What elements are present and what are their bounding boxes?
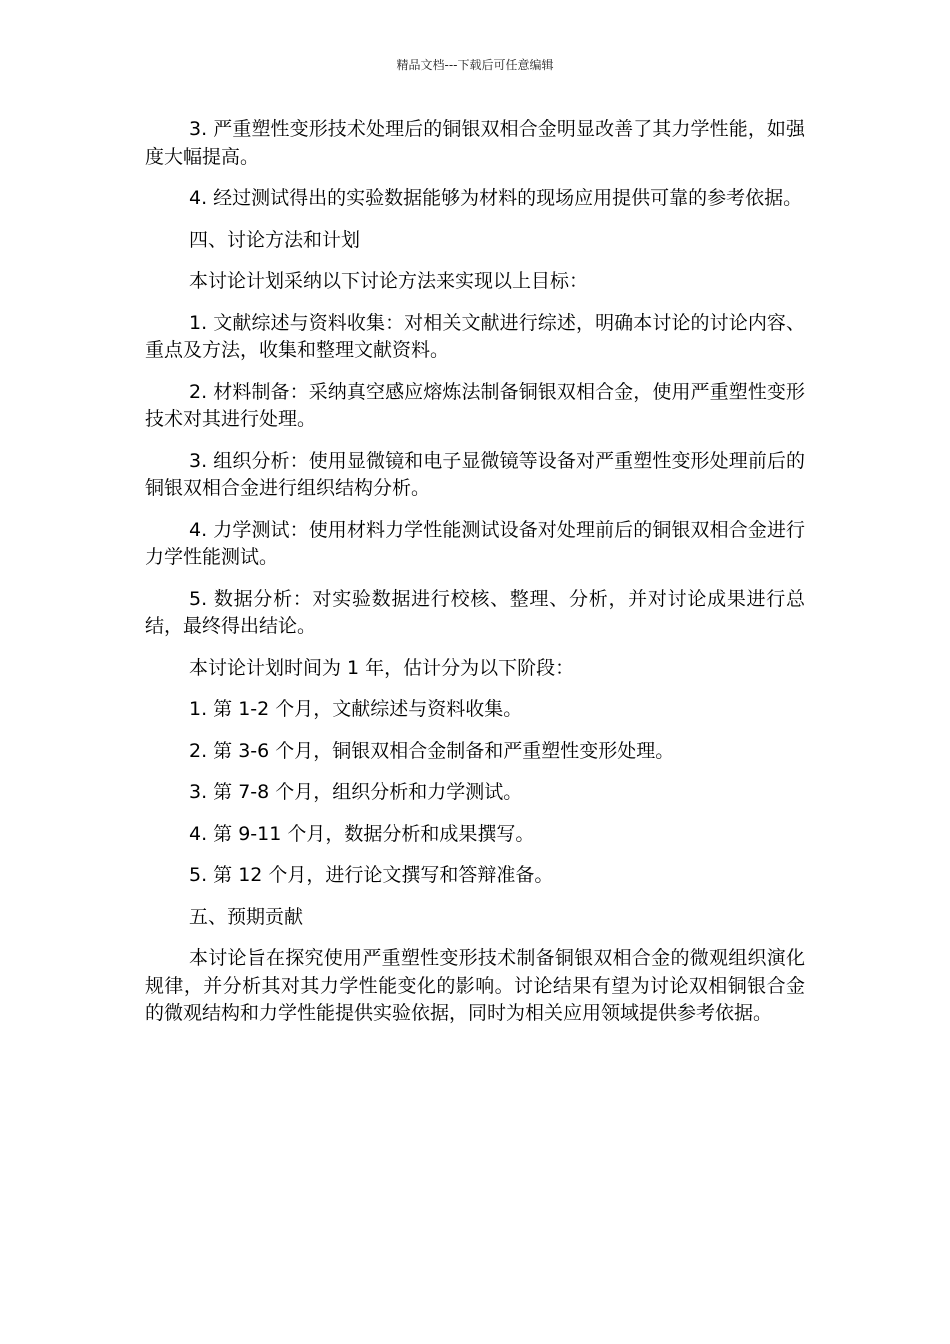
section-heading-contribution: 五、预期贡献 [189, 905, 304, 928]
schedule-item-4: 4. 第 9-11 个月，数据分析和成果撰写。 [189, 822, 535, 845]
schedule-item-3: 3. 第 7-8 个月，组织分析和力学测试。 [189, 781, 523, 803]
contribution-paragraph: 本讨论旨在探究使用严重塑性变形技术制备铜银双相合金的微观组织演化规律，并分析其对其力学性能变化的影响。讨论结果有望为讨论双相铜银合金的微观结构和力学性能提供实验依据，同时为相关应用领域提供参考依据。 [145, 947, 805, 1024]
section-heading-methods: 四、讨论方法和计划 [189, 228, 361, 251]
schedule-intro: 本讨论计划时间为 1 年，估计分为以下阶段： [189, 656, 575, 679]
method-item-5: 5. 数据分析：对实验数据进行校核、整理、分析，并对讨论成果进行总结，最终得出结论。 [145, 587, 805, 637]
result-item-4: 4. 经过测试得出的实验数据能够为材料的现场应用提供可靠的参考依据。 [189, 187, 803, 209]
method-item-1: 1. 文献综述与资料收集：对相关文献进行综述，明确本讨论的讨论内容、重点及方法，收集和整理文献资料。 [145, 311, 805, 361]
methods-intro: 本讨论计划采纳以下讨论方法来实现以上目标： [189, 270, 589, 292]
schedule-item-1: 1. 第 1-2 个月，文献综述与资料收集。 [189, 698, 523, 720]
result-item-3: 3. 严重塑性变形技术处理后的铜银双相合金明显改善了其力学性能，如强度大幅提高。 [145, 118, 805, 168]
schedule-item-2: 2. 第 3-6 个月，铜银双相合金制备和严重塑性变形处理。 [189, 739, 675, 762]
schedule-item-5: 5. 第 12 个月，进行论文撰写和答辩准备。 [189, 864, 554, 886]
method-item-2: 2. 材料制备：采纳真空感应熔炼法制备铜银双相合金，使用严重塑性变形技术对其进行处理。 [145, 380, 805, 430]
document-body [145, 116, 805, 1042]
page-header: 精品文档---下载后可任意编辑 [396, 58, 554, 72]
method-item-3: 3. 组织分析：使用显微镜和电子显微镜等设备对严重塑性变形处理前后的铜银双相合金进行组织结构分析。 [145, 449, 805, 499]
method-item-4: 4. 力学测试：使用材料力学性能测试设备对处理前后的铜银双相合金进行力学性能测试。 [145, 518, 805, 568]
